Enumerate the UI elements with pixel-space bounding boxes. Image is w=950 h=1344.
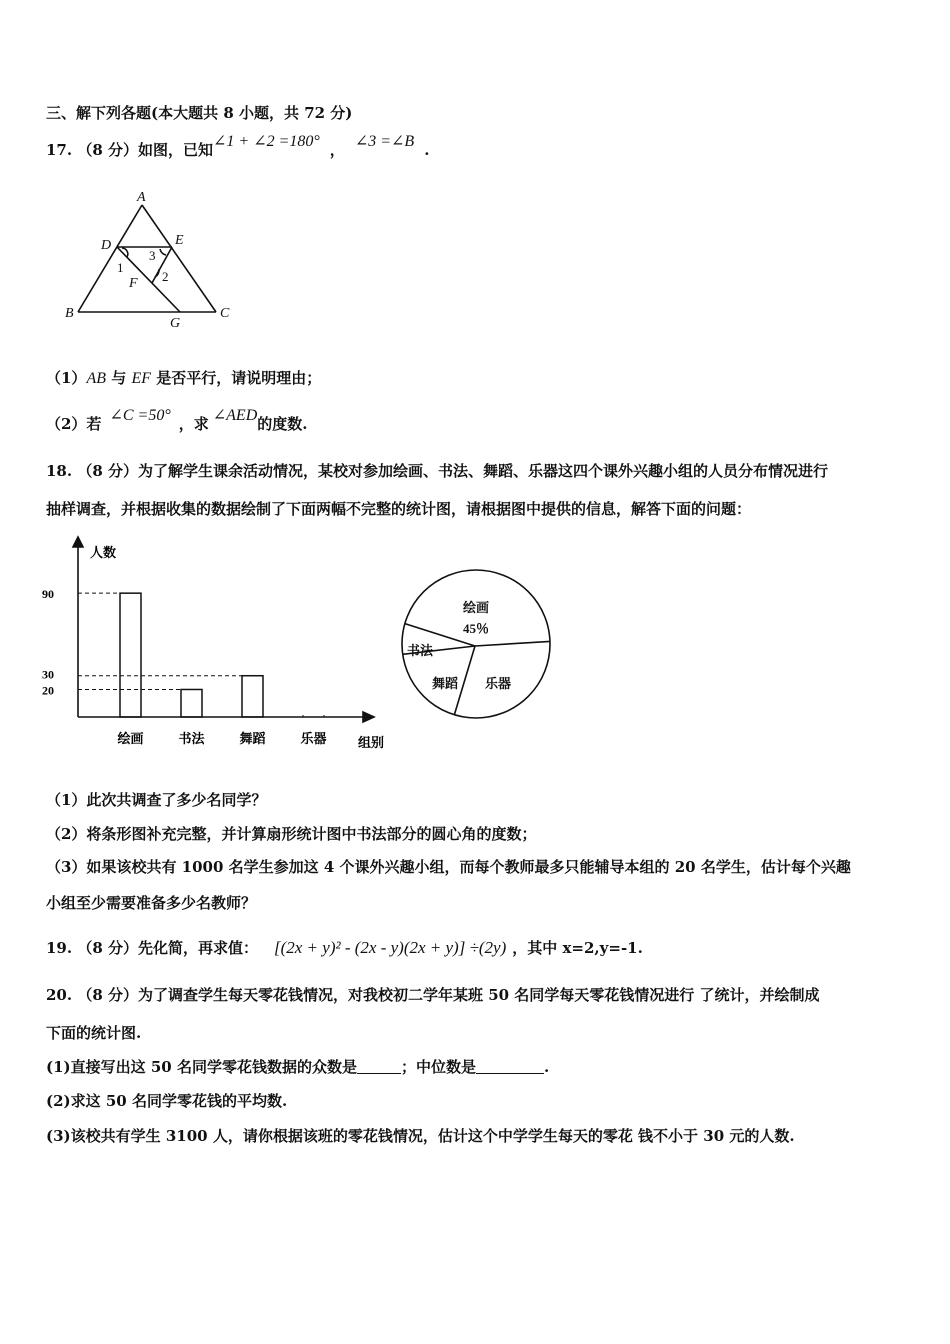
label-e: E <box>175 233 184 248</box>
q18-part-3a: （3）如果该校共有 1000 名学生参加这 4 个课外兴趣小组，而每个教师最多只能辅导本组的 20 名学生，估计每个兴趣 <box>46 858 851 876</box>
q17-part-2 <box>46 407 308 435</box>
label-b: B <box>65 306 74 321</box>
y-tick-20: 20 <box>42 683 54 698</box>
label-a: A <box>137 190 146 205</box>
angle-3-arc <box>160 249 166 255</box>
q17-p2-prefix: （2）若 <box>46 415 102 433</box>
q20-part-3: (3)该校共有学生 3100 人，请你根据该班的零花钱情况，估计这个中学学生每天的零花 钱不小于 30 元的人数. <box>46 1127 795 1145</box>
y-axis-label: 人数 <box>90 545 117 560</box>
y-tick-90: 90 <box>42 587 54 602</box>
x-axis-arrow <box>363 712 374 722</box>
q17-p2-text: 的度数. <box>257 415 308 433</box>
x-tick-2: 舞蹈 <box>239 731 266 746</box>
q18-part-1: （1）此次共调查了多少名同学？ <box>46 791 267 809</box>
q17-part-1 <box>46 368 321 389</box>
label-2: 2 <box>162 269 169 284</box>
q20-p1-text: (1)直接写出这 50 名同学零花钱数据的众数是 <box>46 1058 357 1076</box>
q20-part-1 <box>46 1057 549 1077</box>
q18-part-3b: 小组至少需要准备多少名教师？ <box>46 894 257 912</box>
q19-expression: [(2x + y)² - (2x - y)(2x + y)] ÷(2y) <box>273 938 507 957</box>
q17-p1-mid: 与 <box>105 369 132 387</box>
q17-p1-text: 是否平行，请说明理由； <box>150 369 322 387</box>
pie-label-calligraphy: 书法 <box>406 643 434 658</box>
q20-line-1: 20. （8 分）为了调查学生每天零花钱情况，对我校初二学年某班 50 名同学每天零花钱情况进行 了统计，并绘制成 <box>46 986 820 1004</box>
segment-ab <box>78 205 142 312</box>
pie-label-instrument: 乐器 <box>484 676 512 691</box>
q17-p2-angle-aed: ∠AED <box>212 407 258 424</box>
pie-annotation-45: 45％ <box>462 621 490 636</box>
q18-line-2: 抽样调查，并根据收集的数据绘制了下面两幅不完整的统计图，请根据图中提供的信息，解答下面的问题： <box>46 500 752 518</box>
pie-label-painting: 绘画 <box>462 600 490 615</box>
mode-answer-blank[interactable] <box>357 1059 401 1074</box>
q18-line-1: 18. （8 分）为了解学生课余活动情况，某校对参加绘画、书法、舞蹈、乐器这四个课外兴趣小组的人员分布情况进行 <box>46 462 828 480</box>
q17-separator: ， <box>329 141 345 159</box>
q20-p1-median: ；中位数是 <box>400 1058 476 1076</box>
label-d: D <box>101 238 112 253</box>
pie-label-dance: 舞蹈 <box>431 676 459 691</box>
bar-2 <box>242 676 263 717</box>
q19-tail: ，其中 x=2,y=-1. <box>512 939 643 957</box>
y-tick-30: 30 <box>42 667 54 682</box>
q20-p1-end: . <box>543 1058 550 1076</box>
q17-p2-mid: ，求 <box>178 415 209 433</box>
q17-lead: 17. （8 分）如图，已知 <box>46 141 213 159</box>
label-3: 3 <box>149 248 156 263</box>
q17-condition-1: ∠1 + ∠2 =180° <box>212 133 320 150</box>
pie-chart <box>398 568 558 728</box>
pie-divider-painting-instrument <box>475 641 550 646</box>
q17-p1-prefix: （1） <box>46 369 87 387</box>
section-title: 三、解下列各题(本大题共 8 小题，共 72 分) <box>46 104 353 122</box>
q17-stem <box>46 133 430 161</box>
q17-end: . <box>424 141 430 159</box>
x-axis-label: 组别 <box>358 735 385 750</box>
q17-triangle-figure <box>60 185 250 335</box>
label-c: C <box>220 306 230 321</box>
median-answer-blank[interactable] <box>476 1059 544 1074</box>
q19-lead: 19. （8 分）先化简，再求值： <box>46 939 258 957</box>
bar-1 <box>181 689 202 717</box>
q17-p2-angle-c: ∠C =50° <box>109 407 171 424</box>
y-axis-arrow <box>73 537 83 547</box>
q20-part-2: (2)求这 50 名同学零花钱的平均数. <box>46 1092 288 1110</box>
q17-condition-2: ∠3 =∠B <box>354 133 415 150</box>
label-g: G <box>170 316 181 331</box>
bar-chart <box>40 532 395 757</box>
x-tick-0: 绘画 <box>117 731 144 746</box>
q20-line-2: 下面的统计图. <box>46 1024 142 1042</box>
label-1: 1 <box>117 260 124 275</box>
bar-0 <box>120 593 141 717</box>
label-f: F <box>129 276 138 291</box>
x-tick-3: 乐器 <box>300 731 327 746</box>
q19-stem <box>46 938 643 958</box>
q17-p1-ef: EF <box>131 370 151 387</box>
q17-p1-ab: AB <box>86 370 106 387</box>
q18-part-2: （2）将条形图补充完整，并计算扇形统计图中书法部分的圆心角的度数； <box>46 825 537 843</box>
x-tick-1: 书法 <box>178 731 205 746</box>
